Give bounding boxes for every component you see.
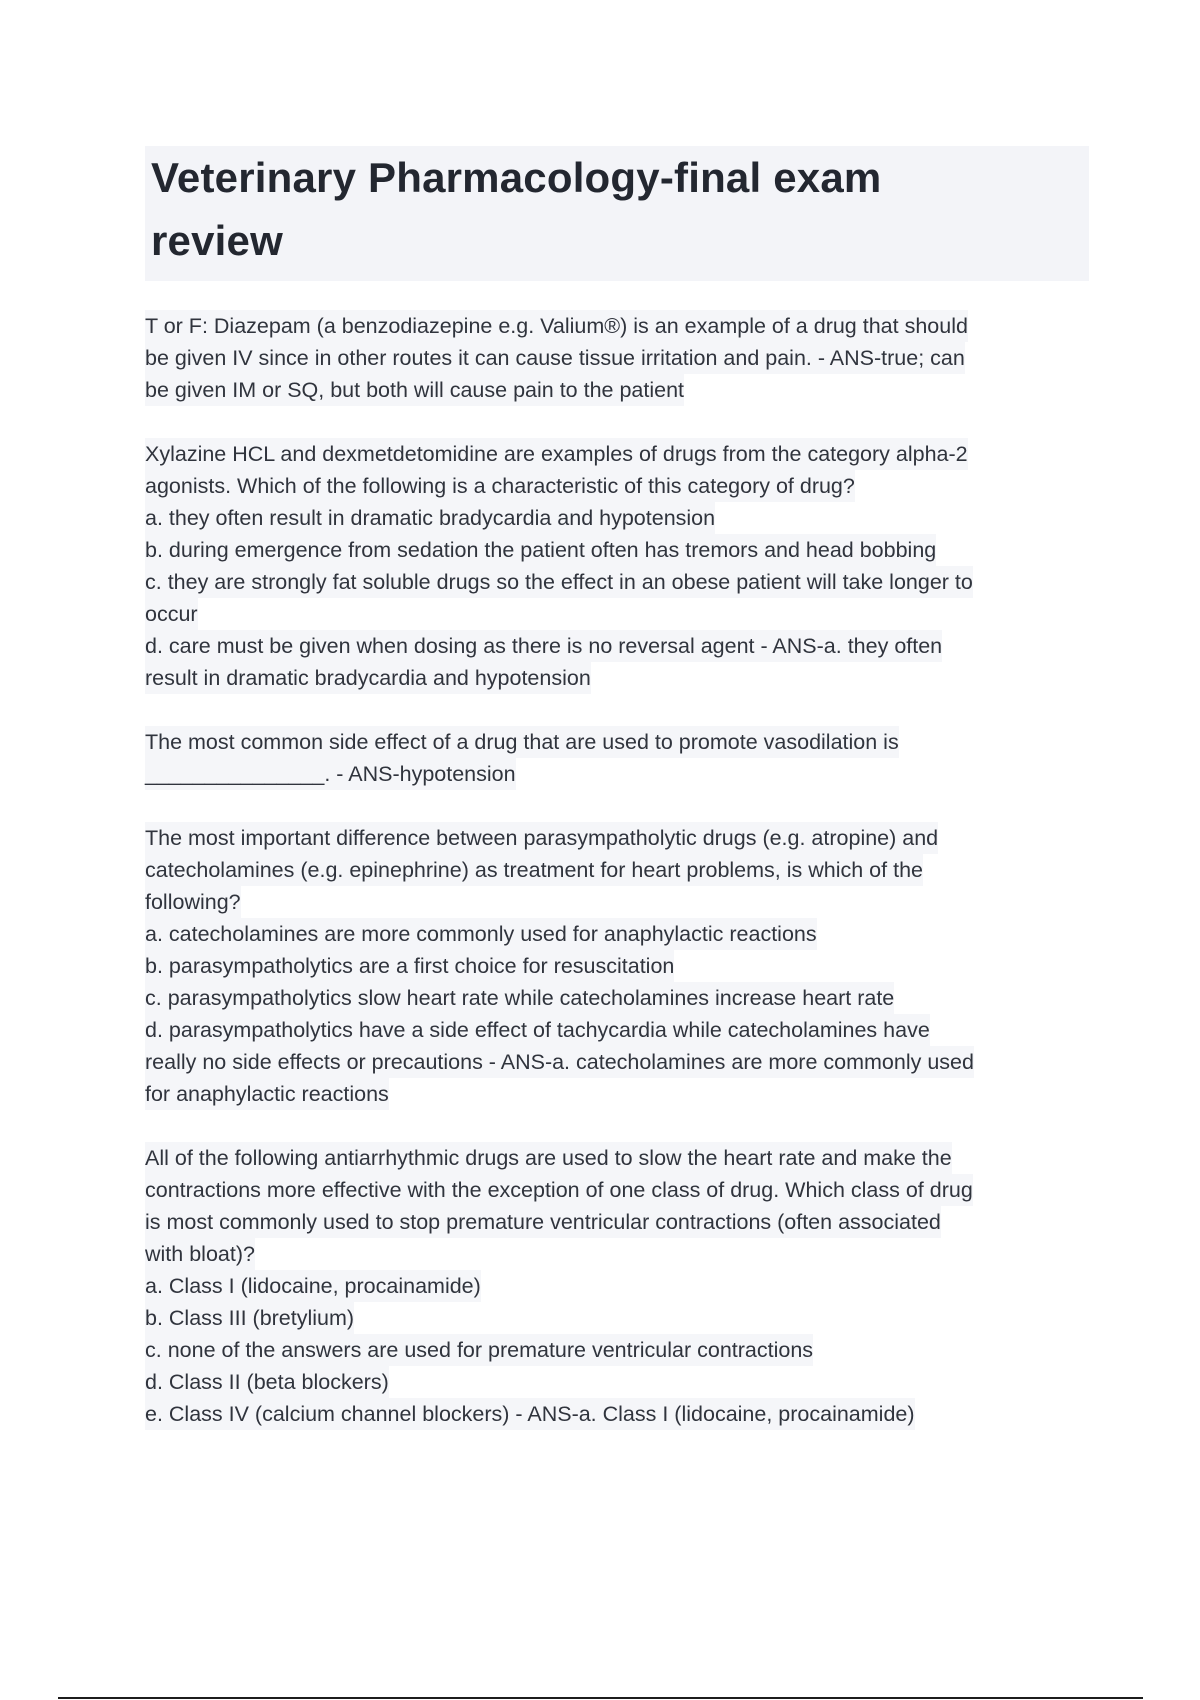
question-list bbox=[145, 310, 1089, 1462]
title-line: review bbox=[151, 217, 283, 264]
text-line: following? bbox=[145, 886, 241, 918]
text-line: catecholamines (e.g. epinephrine) as treatment for heart problems, is which of the bbox=[145, 854, 923, 886]
answer-option: c. parasympatholytics slow heart rate while catecholamines increase heart rate bbox=[145, 982, 894, 1014]
page-bottom-rule bbox=[58, 1697, 1143, 1699]
answer-option: result in dramatic bradycardia and hypotension bbox=[145, 662, 591, 694]
answer-option: a. Class I (lidocaine, procainamide) bbox=[145, 1270, 481, 1302]
answer-option: b. Class III (bretylium) bbox=[145, 1302, 354, 1334]
answer-option: occur bbox=[145, 598, 198, 630]
text-line: The most important difference between parasympatholytic drugs (e.g. atropine) and bbox=[145, 822, 938, 854]
text-line: All of the following antiarrhythmic drugs are used to slow the heart rate and make the bbox=[145, 1142, 952, 1174]
question-block bbox=[145, 310, 1089, 406]
text-line: The most common side effect of a drug that are used to promote vasodilation is bbox=[145, 726, 899, 758]
text-line: agonists. Which of the following is a characteristic of this category of drug? bbox=[145, 470, 855, 502]
answer-option: c. none of the answers are used for premature ventricular contractions bbox=[145, 1334, 813, 1366]
document-title bbox=[151, 146, 1083, 272]
title-line: Veterinary Pharmacology-final exam bbox=[151, 154, 882, 201]
text-line: with bloat)? bbox=[145, 1238, 255, 1270]
text-line: be given IV since in other routes it can cause tissue irritation and pain. - ANS-true; can bbox=[145, 342, 965, 374]
answer-option: a. catecholamines are more commonly used for anaphylactic reactions bbox=[145, 918, 817, 950]
text-line: contractions more effective with the exception of one class of drug. Which class of drug bbox=[145, 1174, 973, 1206]
answer-option: d. parasympatholytics have a side effect of tachycardia while catecholamines have bbox=[145, 1014, 930, 1046]
question-block bbox=[145, 1142, 1089, 1430]
text-line: is most commonly used to stop premature ventricular contractions (often associated bbox=[145, 1206, 941, 1238]
text-line: be given IM or SQ, but both will cause pain to the patient bbox=[145, 374, 684, 406]
text-line: _______________. - ANS-hypotension bbox=[145, 758, 516, 790]
question-block bbox=[145, 822, 1089, 1110]
answer-option: for anaphylactic reactions bbox=[145, 1078, 389, 1110]
answer-option: c. they are strongly fat soluble drugs so the effect in an obese patient will take longer to bbox=[145, 566, 973, 598]
question-block bbox=[145, 438, 1089, 694]
question-block bbox=[145, 726, 1089, 790]
text-line: T or F: Diazepam (a benzodiazepine e.g. Valium®) is an example of a drug that should bbox=[145, 310, 968, 342]
answer-option: e. Class IV (calcium channel blockers) - ANS-a. Class I (lidocaine, procainamide) bbox=[145, 1398, 915, 1430]
answer-option: d. care must be given when dosing as there is no reversal agent - ANS-a. they often bbox=[145, 630, 942, 662]
text-line: Xylazine HCL and dexmetdetomidine are examples of drugs from the category alpha-2 bbox=[145, 438, 968, 470]
answer-option: a. they often result in dramatic bradycardia and hypotension bbox=[145, 502, 715, 534]
answer-option: really no side effects or precautions - ANS-a. catecholamines are more commonly used bbox=[145, 1046, 974, 1078]
answer-option: b. during emergence from sedation the patient often has tremors and head bobbing bbox=[145, 534, 936, 566]
answer-option: d. Class II (beta blockers) bbox=[145, 1366, 389, 1398]
document-title-block bbox=[145, 146, 1089, 281]
answer-option: b. parasympatholytics are a first choice for resuscitation bbox=[145, 950, 674, 982]
